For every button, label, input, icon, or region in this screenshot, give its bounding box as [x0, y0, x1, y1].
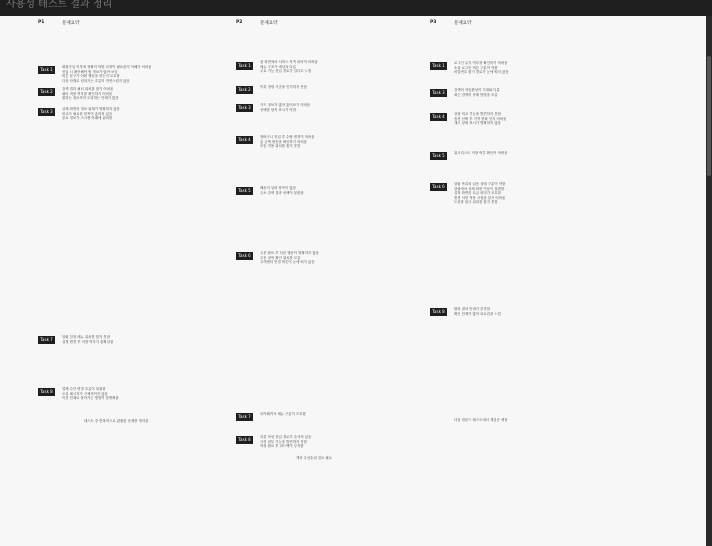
note-line: 재고 상태 표시가 명확하지 않음: [454, 121, 501, 126]
note-line: 원하는 정보까지 도달하는 단계가 많음: [62, 96, 119, 101]
note-line: 작성 완료 후 피드백이 부족함: [260, 444, 304, 449]
note-line: 결제 수단 변경 흐름이 복잡함: [62, 387, 106, 391]
note-line: 사진 첨부 기능을 발견하지 못함: [260, 439, 307, 444]
task-badge[interactable]: Task 5: [430, 152, 447, 160]
note-line: 목록 정렬 기준을 인지하지 못함: [260, 85, 307, 89]
note-line: 상세 화면의 정보 위계가 명확하지 않음: [62, 107, 120, 111]
page-column-1: [38, 16, 228, 546]
task-notes: [454, 307, 604, 316]
task-badge[interactable]: Task 5: [236, 187, 253, 195]
note-line: 쿠폰 적용 위치를 찾지 못함: [260, 144, 301, 149]
page-column-3: [430, 16, 630, 546]
vertical-scrollbar[interactable]: [706, 16, 712, 546]
task-notes: [454, 151, 604, 156]
task-notes: [260, 85, 410, 90]
note-line: 버튼 문구가 어떤 행동을 하는지 모호함: [62, 74, 120, 79]
note-line: 주요 기능 진입 경로가 길다고 느낌: [260, 69, 312, 74]
note-line: 진입 시 확인해야 할 정보가 많아 보임: [62, 69, 118, 74]
task-badge[interactable]: Task 6: [430, 183, 447, 191]
note-line: 위시리스트 저장 여부 확인이 어려움: [454, 151, 508, 155]
task-notes: [260, 103, 410, 112]
note-line: 이전 단계로 돌아가는 방법이 불명확함: [62, 396, 119, 401]
note-line: 설정 변경 후 저장 여부가 불확실함: [62, 339, 114, 344]
note-line: 오류 메시지가 구체적이지 않음: [62, 391, 108, 396]
note-line: 변경 사항 적용 시점을 알기 어려움: [454, 195, 506, 200]
page-column-2: [236, 16, 426, 546]
highlight-note: 개선 우선순위 검토 필요: [296, 456, 332, 460]
window-title: 사용성 테스트 결과 정리: [6, 0, 113, 10]
note-line: 비밀번호 찾기 경로가 눈에 띄지 않음: [454, 70, 509, 75]
note-line: 도움말 링크 위치를 찾지 못함: [454, 200, 498, 205]
task-badge[interactable]: Task 3: [430, 89, 447, 97]
task-notes: [454, 112, 604, 126]
note-line: 알림에서 상세 화면 이동이 불편함: [454, 186, 505, 191]
note-line: 선택한 항목 표시가 약함: [260, 107, 296, 112]
note-line: 옵션 선택 후 가격 변화 인지 어려움: [454, 116, 507, 121]
column-title: 문제요약: [454, 21, 472, 26]
note-line: 탈퇴 절차 안내가 부족함: [454, 307, 490, 311]
note-line: 최근 검색어 삭제 방법을 모름: [454, 92, 498, 97]
footer-note: 다음 라운드 테스트에서 재검증 예정: [454, 418, 508, 422]
note-line: 리뷰 작성 진입 경로가 숨겨져 있음: [260, 435, 312, 439]
note-line: 카드 정보가 많아 훑어보기 어려움: [260, 103, 311, 107]
task-badge[interactable]: Task 1: [430, 62, 447, 70]
task-notes: [454, 88, 604, 97]
scrollbar-thumb[interactable]: [707, 56, 711, 176]
task-notes: [62, 107, 212, 121]
note-line: 주문 내역 확인 위치를 모름: [260, 255, 301, 260]
note-line: 소셜 로그인 버튼 구분이 약함: [454, 65, 498, 70]
task-notes: [62, 387, 212, 401]
task-badge[interactable]: Task 3: [38, 108, 55, 116]
task-badge[interactable]: Task 6: [236, 252, 253, 260]
note-line: 배송지 입력 항목이 많음: [260, 186, 296, 190]
task-badge[interactable]: Task 4: [236, 136, 253, 144]
column-title: 문제요약: [260, 21, 278, 26]
task-notes: [454, 61, 604, 75]
task-notes: [260, 435, 410, 449]
task-notes: [260, 60, 410, 74]
note-line: 검색어 자동완성이 기대와 다름: [454, 88, 500, 92]
note-line: 회원가입 이후에 정확히 어떤 과정이 필요한지 이해가 어려움: [62, 65, 152, 69]
page-label: P1: [38, 20, 45, 25]
note-line: 알림 설정 메뉴 위치를 찾지 못함: [62, 335, 110, 339]
task-badge[interactable]: Task 2: [38, 88, 55, 96]
note-line: 주문 완료 후 다음 행동이 명확하지 않음: [260, 251, 319, 255]
page-label: P3: [430, 20, 437, 25]
task-badge[interactable]: Task 4: [430, 113, 447, 121]
page-label: P2: [236, 20, 243, 25]
task-badge[interactable]: Task 7: [38, 336, 55, 344]
task-badge[interactable]: Task 1: [38, 66, 55, 74]
task-badge[interactable]: Task 7: [236, 413, 253, 421]
task-notes: [454, 182, 604, 205]
note-line: 로그인 유지 여부를 확인하기 어려움: [454, 61, 508, 65]
column-title: 문제요약: [62, 21, 80, 26]
task-notes: [260, 135, 410, 149]
task-badge[interactable]: Task 1: [236, 62, 253, 70]
task-notes: [62, 335, 212, 344]
task-notes: [260, 186, 410, 195]
task-notes: [62, 65, 212, 83]
note-line: 확인 단계가 많아 피로감을 느낌: [454, 311, 501, 316]
task-badge[interactable]: Task 2: [236, 86, 253, 94]
note-line: 마이페이지 메뉴 구분이 모호함: [260, 412, 306, 416]
document-canvas: [0, 16, 706, 546]
task-badge[interactable]: Task 8: [430, 308, 447, 316]
note-line: 메뉴 구조가 예상과 다름: [260, 64, 296, 69]
note-line: 고객센터 연결 버튼이 눈에 띄지 않음: [260, 260, 315, 265]
note-line: 다음 단계로 넘어가는 흐름이 자연스럽지 않음: [62, 78, 130, 83]
note-line: 장바구니 진입 후 수량 변경이 어려움: [260, 135, 315, 139]
note-line: 상품 비교 기능을 발견하지 못함: [454, 112, 501, 116]
note-line: 첫 화면에서 서비스 목적 파악이 어려움: [260, 60, 318, 64]
note-line: 설정 화면의 토글 의미가 모호함: [454, 191, 501, 196]
note-line: 알림 목록의 읽음 상태 구분이 약함: [454, 182, 506, 186]
task-badge[interactable]: Task 8: [236, 436, 253, 444]
note-line: 비교가 필요한 항목이 흩어져 있음: [62, 111, 113, 116]
task-notes: [62, 87, 212, 101]
task-badge[interactable]: Task 8: [38, 388, 55, 396]
highlight-note: 테스트 중 반복적으로 관찰된 문제를 정리함: [84, 419, 149, 423]
note-line: 필터 적용 여부를 확인하기 어려움: [62, 91, 113, 96]
note-line: 총 금액 변동을 확인하기 어려움: [260, 139, 307, 144]
task-badge[interactable]: Task 3: [236, 104, 253, 112]
note-line: 검색 결과 필터 위치를 찾기 어려움: [62, 87, 114, 91]
task-notes: [260, 251, 410, 265]
note-line: 주소 검색 결과 선택이 불편함: [260, 190, 304, 195]
task-notes: [260, 412, 410, 417]
note-line: 중요 정보가 스크롤 아래에 위치함: [62, 116, 113, 121]
